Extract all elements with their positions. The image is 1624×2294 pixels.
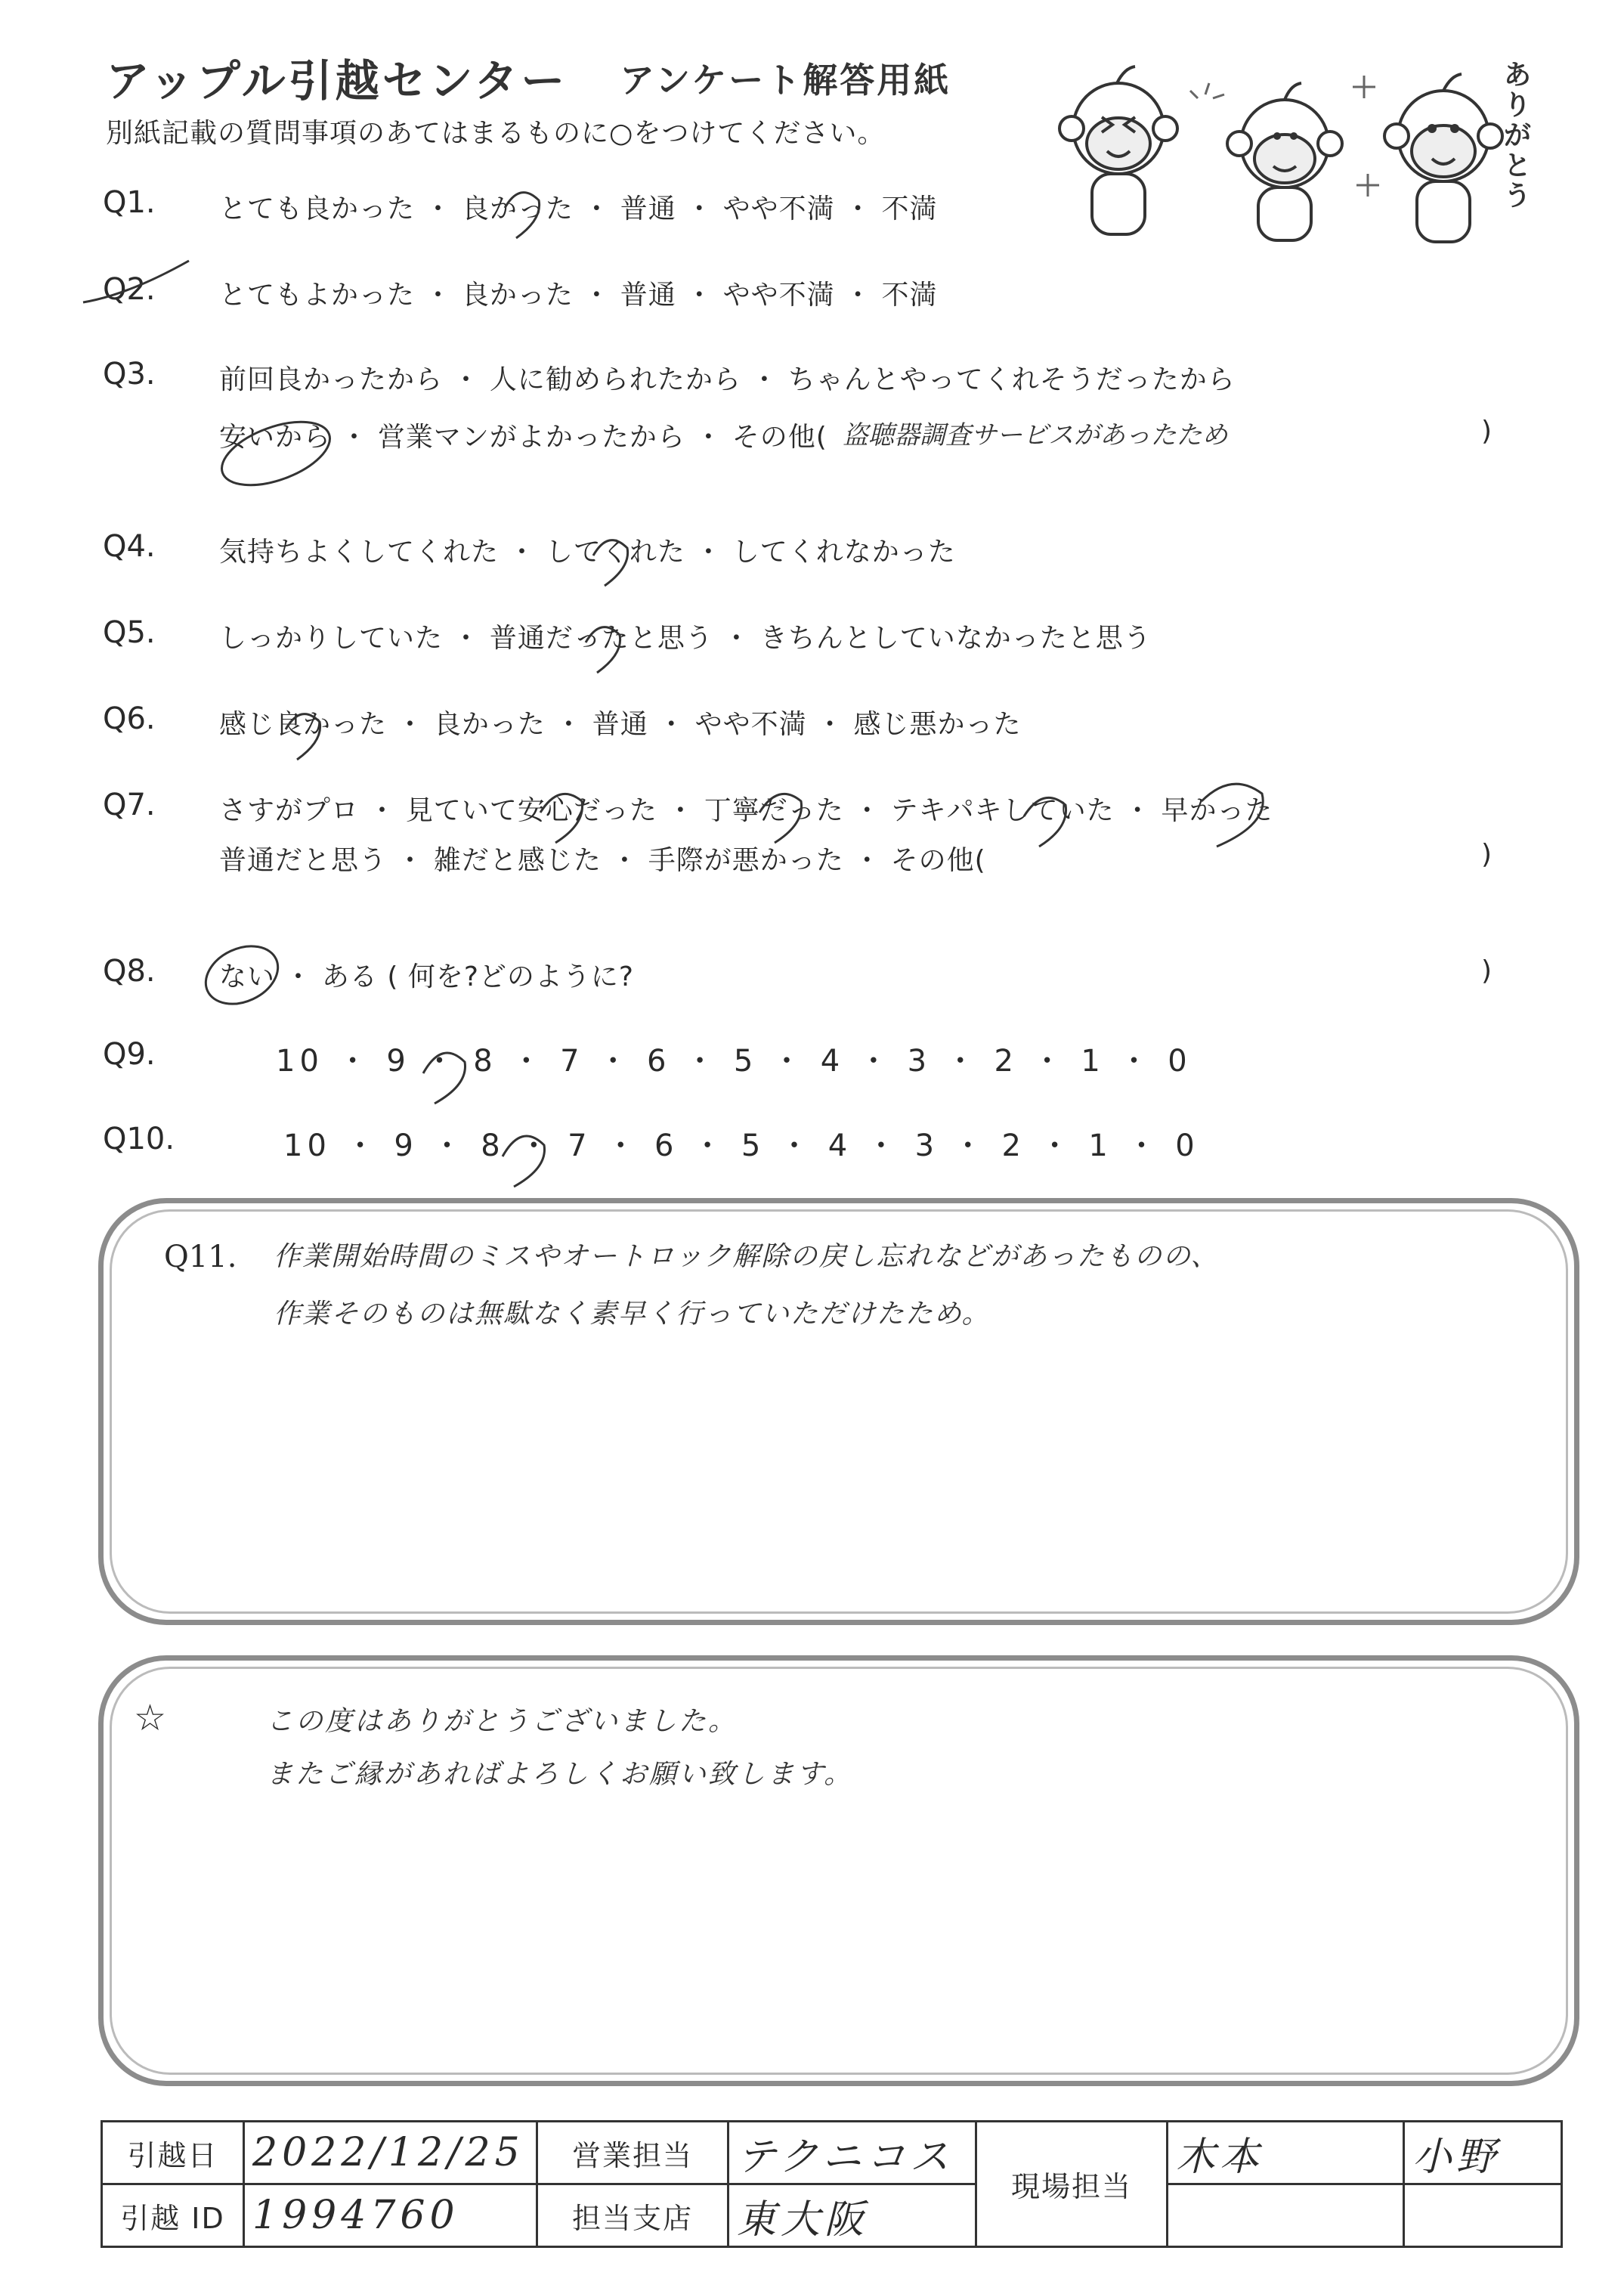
move-id-label: 引越 ID	[102, 2184, 244, 2247]
q2-options: とてもよかった ・ 良かった ・ 普通 ・ やや不満 ・ 不満	[219, 280, 938, 311]
q5-number: Q5.	[103, 615, 156, 650]
q7-circle-mark-2	[759, 794, 802, 843]
q10-number: Q10.	[103, 1122, 175, 1156]
q4-number: Q4.	[103, 529, 156, 564]
q9-number: Q9.	[103, 1037, 156, 1072]
illustration-text: ありがとう	[1504, 60, 1532, 212]
site-staff-1: 木本	[1168, 2122, 1404, 2184]
q8-circle-mark	[196, 935, 287, 1015]
q7-circle-mark-1	[540, 794, 583, 843]
q8-close-paren: )	[1481, 955, 1493, 986]
q7-number: Q7.	[103, 788, 156, 822]
q8-options: ない ・ ある ( 何を?どのように?	[219, 961, 635, 992]
q5-options: しっかりしていた ・ 普通だったと思う ・ きちんとしていなかったと思う	[219, 623, 1152, 654]
q9-scale: 10 ・ 9 ・ 8 ・ 7 ・ 6 ・ 5 ・ 4 ・ 3 ・ 2 ・ 1 ・ 0	[276, 1044, 1192, 1079]
q8-number: Q8.	[103, 954, 156, 989]
q7-circle-mark-4	[1202, 784, 1263, 847]
q11-comment-line2: 作業そのものは無駄なく素早く行っていただけたため。	[274, 1299, 991, 1330]
q2-strike-mark	[83, 261, 189, 302]
q9-circle-mark	[423, 1053, 466, 1104]
sales-value: テクニコス	[728, 2122, 976, 2184]
instruction-text: 別紙記載の質問事項のあてはまるものに○をつけてください。	[106, 118, 886, 149]
message-box	[98, 1655, 1579, 2086]
q3-other-handwritten: 盗聴器調査サービスがあったため	[843, 420, 1228, 450]
q6-options: 感じ良かった ・ 良かった ・ 普通 ・ やや不満 ・ 感じ悪かった	[219, 709, 1022, 740]
q6-circle-mark	[286, 714, 320, 760]
company-title: アップル引越センター	[106, 55, 568, 107]
message-line1: この度はありがとうございました。	[266, 1706, 738, 1737]
sales-label: 営業担当	[537, 2122, 728, 2184]
q1-options: とても良かった ・ 良かった ・ 普通 ・ やや不満 ・ 不満	[219, 193, 938, 224]
site-staff-empty-2	[1404, 2184, 1562, 2247]
q11-comment-line1: 作業開始時間のミスやオートロック解除の戻し忘れなどがあったものの、	[274, 1241, 1220, 1272]
move-date-value: 2022/12/25	[244, 2122, 537, 2184]
q2-number: Q2.	[103, 272, 156, 307]
q11-comment-box	[98, 1198, 1579, 1625]
q7-close-paren: )	[1481, 839, 1493, 870]
site-staff-empty-1	[1168, 2184, 1404, 2247]
q5-circle-mark	[586, 627, 620, 673]
q7-circle-mark-3	[1024, 797, 1066, 847]
site-staff-label: 現場担当	[976, 2122, 1168, 2247]
q11-label: Q11.	[164, 1240, 237, 1274]
q3-options-line2: 安いから ・ 営業マンがよかったから ・ その他(	[219, 422, 827, 453]
q6-number: Q6.	[103, 701, 156, 736]
branch-label: 担当支店	[537, 2184, 728, 2247]
q3-options-line1: 前回良かったから ・ 人に勧められたから ・ ちゃんとやってくれそうだったから	[219, 364, 1236, 395]
q7-options-line1: さすがプロ ・ 見ていて安心だった ・ 丁寧だった ・ テキパキしていた ・ 早かった	[219, 795, 1273, 826]
q1-circle-mark	[505, 193, 540, 238]
branch-value: 東大阪	[728, 2184, 976, 2247]
star-icon: ☆	[134, 1697, 167, 1739]
q3-close-paren: )	[1481, 416, 1493, 447]
form-title: アンケート解答用紙	[620, 60, 951, 101]
q4-circle-mark	[593, 540, 628, 586]
q10-circle-mark	[503, 1136, 545, 1187]
q7-options-line2: 普通だと思う ・ 雑だと感じた ・ 手際が悪かった ・ その他(	[219, 845, 986, 876]
footer-table	[101, 2120, 1563, 2248]
q10-scale: 10 ・ 9 ・ 8 ・ 7 ・ 6 ・ 5 ・ 4 ・ 3 ・ 2 ・ 1 ・ 0	[283, 1128, 1199, 1163]
q3-number: Q3.	[103, 357, 156, 392]
q3-circle-mark	[214, 409, 339, 497]
move-date-label: 引越日	[102, 2122, 244, 2184]
q4-options: 気持ちよくしてくれた ・ してくれた ・ してくれなかった	[219, 537, 956, 568]
site-staff-2: 小野	[1404, 2122, 1562, 2184]
message-line2: またご縁があればよろしくお願い致します。	[266, 1759, 854, 1790]
move-id-value: 1994760	[244, 2184, 537, 2247]
q1-number: Q1.	[103, 185, 156, 220]
